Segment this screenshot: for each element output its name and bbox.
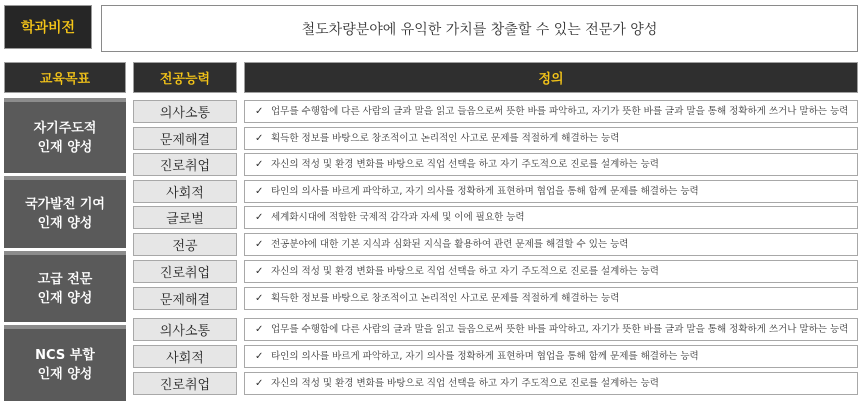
goal-line: 자기주도적	[33, 120, 97, 136]
competency-cell: 글로벌	[133, 206, 237, 229]
check-icon: ✓	[255, 292, 264, 304]
definition-cell	[244, 127, 858, 150]
check-icon: ✓	[255, 211, 264, 223]
header-definition: 정의	[244, 62, 858, 93]
vision-label: 학과비전	[4, 5, 92, 49]
definition-cell	[244, 153, 858, 176]
vision-statement: 철도차량분야에 유익한 가치를 창출할 수 있는 전문가 양성	[101, 5, 858, 52]
definition-text: 타인의 의사를 바르게 파악하고, 자기 의사를 정확하게 표현하며 협업을 통해 함께 문제를 해결하는 능력	[271, 185, 699, 197]
competency-cell: 문제해결	[133, 127, 237, 150]
goal-line: 인재 양성	[37, 216, 93, 231]
check-icon: ✓	[255, 323, 264, 335]
goal-line: NCS 부합	[35, 348, 95, 363]
definition-text: 세계화시대에 적합한 국제적 감각과 자세 및 이에 필요한 능력	[271, 211, 525, 223]
check-icon: ✓	[255, 185, 264, 197]
competency-cell: 사회적	[133, 180, 237, 203]
competency-cell: 의사소통	[133, 318, 237, 341]
competency-cell: 진로취업	[133, 153, 237, 176]
definition-text: 획득한 정보를 바탕으로 창조적이고 논리적인 사고로 문제를 적절하게 해결하는 능력	[271, 292, 620, 304]
goal-national-development	[4, 176, 126, 248]
definition-text: 전공분야에 대한 기본 지식과 심화된 지식을 활용하여 관련 문제를 해결할 수 있는 능력	[271, 238, 629, 250]
check-icon: ✓	[255, 238, 264, 250]
definition-text: 자신의 적성 및 환경 변화를 바탕으로 직업 선택을 하고 자기 주도적으로 진로를 설계하는 능력	[271, 265, 659, 277]
definition-cell	[244, 287, 858, 310]
competency-cell: 문제해결	[133, 287, 237, 310]
competency-cell: 의사소통	[133, 100, 237, 123]
check-icon: ✓	[255, 158, 264, 170]
goal-line: 국가발전 기여	[25, 197, 105, 212]
competency-cell: 진로취업	[133, 372, 237, 395]
definition-text: 업무를 수행함에 다른 사람의 글과 말을 읽고 들음으로써 뜻한 바를 파악하고, 자기가 뜻한 바를 글과 말을 통해 정확하게 쓰거나 말하는 능력	[271, 323, 849, 335]
competency-cell: 진로취업	[133, 260, 237, 283]
definition-text: 획득한 정보를 바탕으로 창조적이고 논리적인 사고로 문제를 적절하게 해결하는 능력	[271, 132, 620, 144]
definition-text: 업무를 수행함에 다른 사람의 글과 말을 읽고 들음으로써 뜻한 바를 파악하고, 자기가 뜻한 바를 글과 말을 통해 정확하게 쓰거나 말하는 능력	[271, 105, 849, 117]
check-icon: ✓	[255, 350, 264, 362]
definition-cell	[244, 206, 858, 229]
definition-text: 자신의 적성 및 환경 변화를 바탕으로 직업 선택을 하고 자기 주도적으로 진로를 설계하는 능력	[271, 377, 659, 389]
check-icon: ✓	[255, 377, 264, 389]
goal-line: 인재 양성	[37, 139, 93, 155]
competency-cell: 전공	[133, 233, 237, 256]
check-icon: ✓	[255, 265, 264, 277]
check-icon: ✓	[255, 132, 264, 144]
definition-text: 타인의 의사를 바르게 파악하고, 자기 의사를 정확하게 표현하며 협업을 통해 함께 문제를 해결하는 능력	[271, 350, 699, 362]
definition-text: 자신의 적성 및 환경 변화를 바탕으로 직업 선택을 하고 자기 주도적으로 진로를 설계하는 능력	[271, 158, 659, 170]
goal-ncs-aligned	[4, 325, 126, 401]
definition-cell	[244, 100, 858, 123]
goal-advanced-professional	[4, 251, 126, 322]
definition-cell	[244, 233, 858, 256]
goal-line: 인재 양성	[37, 367, 93, 382]
goal-self-directed	[4, 98, 126, 173]
definition-cell	[244, 372, 858, 395]
definition-cell	[244, 180, 858, 203]
definition-cell	[244, 345, 858, 368]
definition-cell	[244, 318, 858, 341]
goal-line: 인재 양성	[37, 290, 93, 306]
header-education-goal: 교육목표	[4, 62, 126, 93]
header-major-competency: 전공능력	[133, 62, 237, 93]
goal-line: 고급 전문	[37, 271, 93, 287]
competency-cell: 사회적	[133, 345, 237, 368]
definition-cell	[244, 260, 858, 283]
check-icon: ✓	[255, 105, 264, 117]
